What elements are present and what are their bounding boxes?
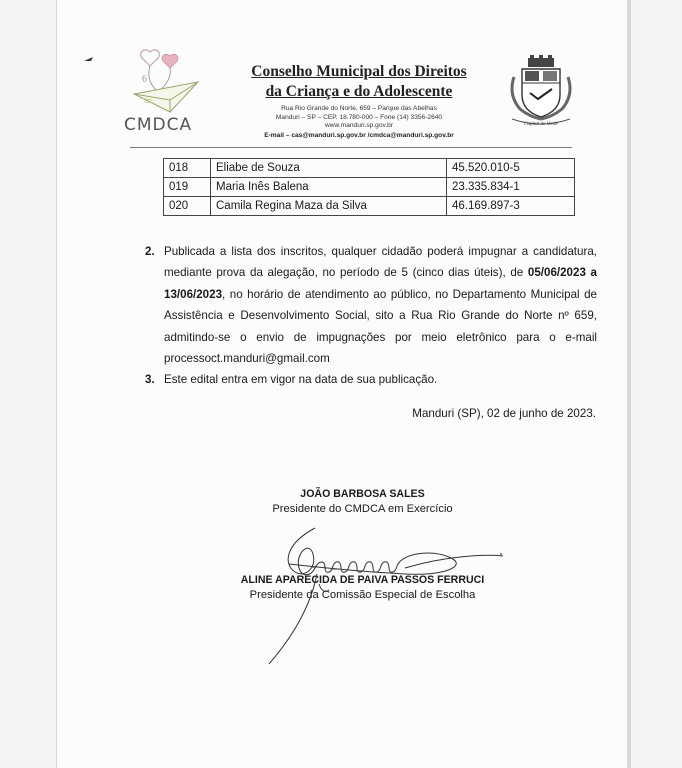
table-row xyxy=(164,159,575,178)
item-number: 3. xyxy=(145,373,155,387)
svg-text:6: 6 xyxy=(142,74,147,85)
row-document: 46.169.897-3 xyxy=(447,197,575,216)
council-title-line2: da Criança e do Adolescente xyxy=(265,83,453,100)
item-3 xyxy=(145,369,597,390)
logo-text: CMDCA xyxy=(124,115,193,134)
address-line2: Manduri – SP – CEP. 18.780-000 – Fone (14) 3356-2640 xyxy=(275,113,443,121)
row-name: Camila Regina Maza da Silva xyxy=(211,197,447,216)
place-and-date: Manduri (SP), 02 de junho de 2023. xyxy=(412,407,596,420)
item-text: Este edital entra em vigor na data de sua publicação. xyxy=(164,373,438,387)
email-line: E-mail – cas@manduri.sp.gov.br /cmdca@manduri.sp.gov.br xyxy=(264,131,454,139)
scan-speck xyxy=(83,55,95,63)
row-number: 019 xyxy=(164,178,211,197)
row-number: 020 xyxy=(164,197,211,216)
seal-caption: Capital do Verde xyxy=(524,122,558,127)
council-title-line1: Conselho Municipal dos Direitos xyxy=(251,63,467,80)
signature-block-president xyxy=(200,487,525,517)
page-edge xyxy=(627,0,631,768)
row-number: 018 xyxy=(164,159,211,178)
signatory-role: Presidente do CMDCA em Exercício xyxy=(272,503,453,515)
website: www.manduri.sp.gov.br xyxy=(324,122,394,129)
row-document: 23.335.834-1 xyxy=(447,178,575,197)
signatory-role: Presidente da Comissão Especial de Escolha xyxy=(249,589,476,601)
registrants-table xyxy=(163,158,575,216)
header-divider xyxy=(130,147,572,148)
signatory-name: JOÃO BARBOSA SALES xyxy=(300,488,425,500)
table-row xyxy=(164,178,575,197)
item-text-cont: , no horário de atendimento ao público, no Departamento Municipal de Assistência e Desenvolvimento Social, sito a Rua Rio Grande do Norte nº 659, admitindo-se o envio de impugnações por meio eletrônico para o e-mail processoct.manduri@gmail.com xyxy=(164,287,597,366)
row-name: Maria Inês Balena xyxy=(211,178,447,197)
signature-block-commission xyxy=(200,573,525,603)
item-number: 2. xyxy=(145,245,155,258)
municipal-seal-icon xyxy=(508,55,574,127)
letterhead xyxy=(200,62,518,140)
row-document: 45.520.010-5 xyxy=(447,159,575,178)
item-2 xyxy=(145,241,597,369)
signatory-name: ALINE APARECIDA DE PAIVA PASSOS FERRUCI xyxy=(240,574,485,586)
item-period: 05/06/2023 a 13/06/2023 xyxy=(164,266,597,301)
row-name: Eliabe de Souza xyxy=(211,159,447,178)
item-text: Publicada a lista dos inscritos, qualquer cidadão poderá impugnar a candidatura, mediante prova da alegação, no período de 5 (cinco dias úteis), de xyxy=(164,245,597,280)
table-row xyxy=(164,197,575,216)
edict-body xyxy=(145,241,597,391)
address-line1: Rua Rio Grande do Norte, 659 – Parque das Abelhas xyxy=(281,105,437,112)
